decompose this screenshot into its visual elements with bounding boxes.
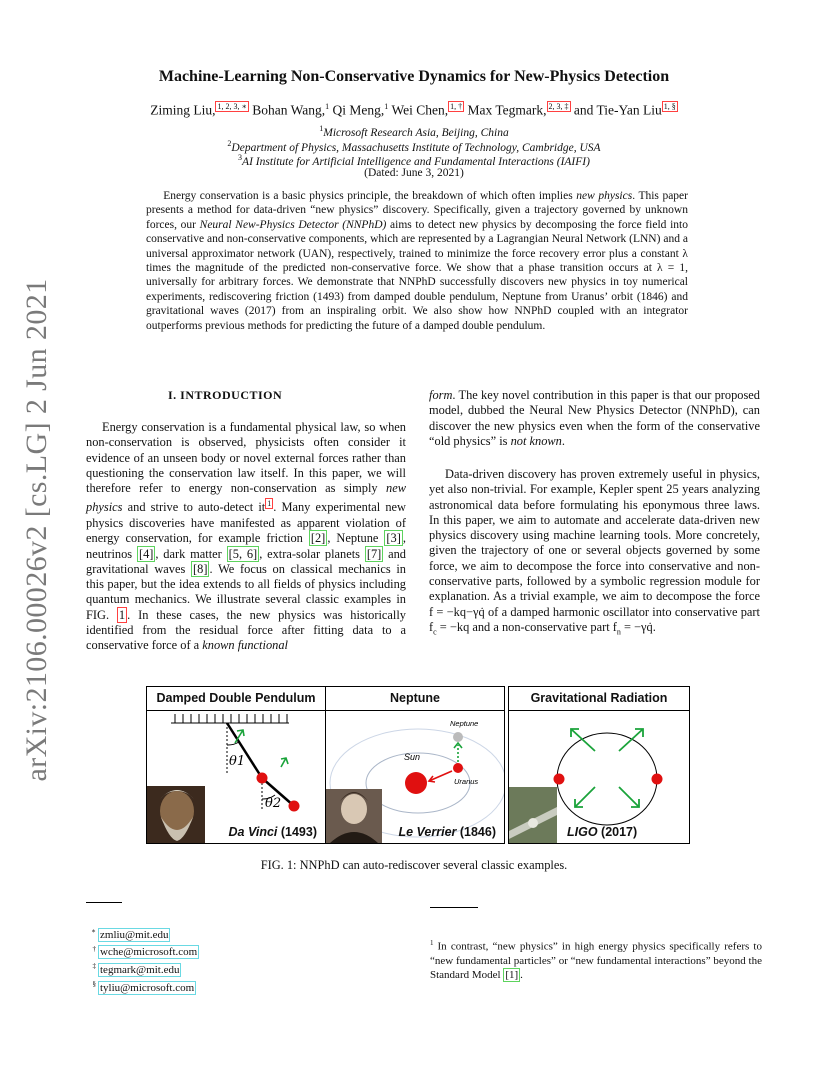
- email-link[interactable]: tegmark@mit.edu: [100, 963, 180, 976]
- intro-right-column-p2: Data-driven discovery has proven extremely useful in physics, yet also non-trivial. For example, Kepler spent 25 years analyzing astronomical data before formulating his eponymous three laws. In this paper, we aim to automate and accelerate data-driven new physics discovery using machine learning tools. More concretely, given the trajectory of one or several objects governed by some force, we aim to decompose the force into conservative and non-conservative parts, followed by a symbolic regression module for explanation. As a trivial example, we aim to decompose the force f = −kq−γq̇ of a damped harmonic oscillator into conservative part $f_c = -kq$ and a non-conservative part $f_n$ = −γq̇.: [429, 467, 760, 637]
- arxiv-sidebar: [12, 278, 62, 782]
- uranus-planet: [453, 763, 463, 773]
- pendulum-mass-2: [289, 801, 300, 812]
- date-line: (Dated: June 3, 2021): [364, 167, 464, 179]
- author-affil-marks: 1: [384, 102, 389, 111]
- author-name: Wei Chen,: [391, 102, 449, 118]
- panel-caption: Le Verrier (1846): [398, 825, 496, 839]
- figure-link[interactable]: 1: [118, 607, 126, 622]
- section-heading: I. INTRODUCTION: [168, 388, 283, 402]
- author-name: Max Tegmark,: [467, 102, 547, 118]
- citation-link[interactable]: [1]: [505, 968, 519, 981]
- citation-link[interactable]: [7]: [366, 546, 382, 561]
- pendulum-diagram: [147, 711, 325, 843]
- angle-arc: [227, 742, 239, 745]
- radiation-arrows: [571, 729, 643, 807]
- author-name: Bohan Wang,: [252, 102, 326, 118]
- sun-label: Sun: [404, 752, 421, 762]
- citation-link[interactable]: [2]: [310, 531, 326, 546]
- panel-title: Damped Double Pendulum: [147, 687, 325, 711]
- affiliation-3: $^3$AI Institute for Artificial Intelligence and Fundamental Interactions (IAIFI): [238, 153, 590, 168]
- neptune-diagram: [326, 711, 504, 843]
- intro-right-column-p1: form. The key novel contribution in this paper is that our proposed model, dubbed the Neural New Physics Detector (NNPhD), can discover the new physics even when the form of the conservative “old physics” is not known.: [429, 388, 760, 448]
- theta-2-label: θ2: [265, 796, 282, 811]
- author-list: [90, 102, 738, 119]
- panel-damped-double-pendulum: [146, 686, 326, 844]
- panel-gravitational-radiation: [508, 686, 690, 844]
- footnote-rule-right: [430, 907, 478, 908]
- abstract: Energy conservation is a basic physics principle, the breakdown of which often implies new physics. This paper presents a method for data-driven “new physics” discovery. Specifically, given a trajectory governed by unknown forces, our Neural New-Physics Detector (NNPhD) aims to detect new physics by decomposing the force field into conservative and non-conservative components, which are represented by a Lagrangian Neural Network (LNN) and a universal approximator network (UAN), respectively, trained to minimize the force recovery error plus a constant λ times the magnitude of the predicted non-conservative force. We show that a phase transition occurs at λ = 1, universally for arbitrary forces. We demonstrate that NNPhD successfully discovers new physics in toy numerical experiments, rediscovering friction (1493) from damped double pendulum, Neptune from Uranus’ orbit (1846) and gravitational waves (2017) from an inspiraling orbit. We also show how NNPhD coupled with an integrator outperforms previous methods for predicting the future of a damped double pendulum.: [146, 190, 688, 332]
- citation-link[interactable]: [8]: [193, 561, 208, 576]
- binary-mass-2: [652, 774, 663, 785]
- email-line: § tyliu@microsoft.com: [92, 979, 195, 994]
- figure-caption: FIG. 1: NNPhD can auto-rediscover several classic examples.: [260, 858, 568, 872]
- affiliation-2: $^2$Department of Physics, Massachusetts Institute of Technology, Cambridge, USA: [227, 139, 601, 154]
- email-link[interactable]: wche@microsoft.com: [100, 946, 198, 959]
- orbit-circle: [557, 733, 657, 825]
- email-line: ∗ zmliu@mit.edu: [91, 927, 169, 941]
- panel-caption: LIGO (2017): [567, 825, 638, 839]
- footnote-rule-left: [86, 902, 122, 903]
- email-link[interactable]: zmliu@mit.edu: [100, 928, 169, 941]
- email-line: ‡ tegmark@mit.edu: [92, 962, 180, 976]
- author-affil-marks[interactable]: 2, 3, ‡: [548, 102, 569, 111]
- le-verrier-portrait: [326, 789, 382, 843]
- panel-title: Gravitational Radiation: [509, 687, 689, 711]
- footnote-1: $^1$ In contrast, “new physics” in high energy physics specifically refers to “new fundamental particles” or “new fundamental interactions” beyond the Standard Model [1] .: [430, 939, 762, 981]
- sun: [405, 772, 427, 794]
- author-affil-marks[interactable]: 1, §: [663, 102, 676, 111]
- affiliation-1: $^1$Microsoft Research Asia, Beijing, China: [319, 124, 509, 139]
- intro-left-column: Energy conservation is a fundamental physical law, so when non-conservation is observed, physicists often consider it evidence of an unseen body or novel external forces rather than questioning the conservation law itself. In this paper, we will therefore refer to energy non-conservation as simply new physics and strive to auto-detect it $^1$ . Many experimental new physics discoveries have manifested as apparent violation of energy conservation, for example friction [2] , Neptune [3] , neutrinos [4] , dark matter [5, 6] , extra-solar planets [7] and gravitational waves [8] . We focus on classical mechanics in this paper, but the idea extends to all fields of physics including quantum mechanics. We illustrate several classic examples in FIG. 1 . In these cases, the new physics was historically identified from the residual force after fitting data to a conservative force of a known functional: [86, 420, 406, 653]
- citation-link[interactable]: [5, 6]: [228, 546, 258, 561]
- ligo-photo: [509, 787, 557, 843]
- panel-title: Neptune: [326, 687, 504, 711]
- citation-link[interactable]: [3]: [386, 531, 401, 546]
- pendulum-mass-1: [257, 773, 268, 784]
- author-emails: [86, 924, 199, 995]
- binary-mass-1: [554, 774, 565, 785]
- da-vinci-portrait: [147, 786, 205, 843]
- panel-caption: Da Vinci (1493): [228, 825, 317, 839]
- footnote-link[interactable]: 1: [267, 499, 272, 509]
- email-link[interactable]: tyliu@microsoft.com: [100, 981, 195, 994]
- author-name: Ziming Liu,: [150, 102, 216, 118]
- figure-1: [146, 686, 690, 844]
- author-affil-marks[interactable]: 1, 2, 3, ∗: [217, 102, 247, 111]
- author-affil-marks: 1: [325, 102, 330, 111]
- neptune-label: Neptune: [450, 719, 479, 728]
- arxiv-identifier[interactable]: arXiv:2106.00026v2 [cs.LG] 2 Jun 2021: [20, 278, 53, 782]
- author-name: and Tie-Yan Liu: [573, 102, 662, 118]
- paper-title: Machine-Learning Non-Conservative Dynamics for New-Physics Detection: [158, 68, 670, 85]
- binary-inspiral-diagram: [509, 711, 689, 843]
- panel-neptune: [325, 686, 505, 844]
- citation-link[interactable]: [4]: [138, 546, 154, 561]
- uranus-label: Uranus: [454, 777, 479, 786]
- email-line: † wche@microsoft.com: [92, 944, 198, 959]
- neptune-planet: [453, 732, 463, 742]
- author-name: Qi Meng,: [332, 102, 385, 118]
- author-affil-marks[interactable]: 1, †: [450, 102, 463, 111]
- theta-1-label: θ1: [229, 754, 246, 769]
- pendulum-rod-1: [227, 723, 262, 778]
